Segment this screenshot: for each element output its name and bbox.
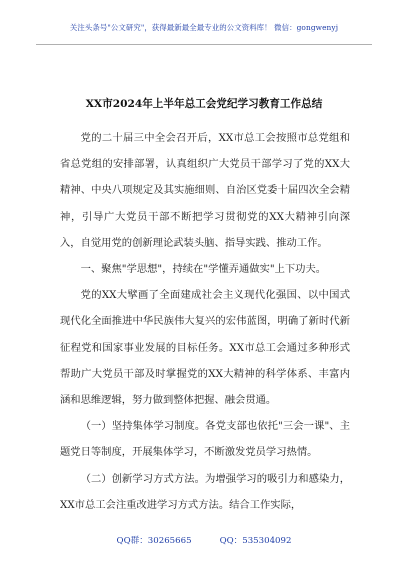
subsection-2: （二）创新学习方式方法。为增强学习的吸引力和感染力，XX市总工会注重改进学习方式方法。结合工作实际，	[60, 472, 350, 511]
qq-group-number: QQ群：30265665	[116, 536, 192, 546]
document-title: XX市2024年上半年总工会党纪学习教育工作总结	[85, 98, 323, 110]
header-divider	[36, 44, 372, 45]
paragraph-intro: 党的二十届三中全会召开后，XX市总工会按照市总党组和省总党组的安排部署，认真组织广大党员干部学习了党的XX大精神、中央八项规定及其实施细则、自治区党委十届四次全会精神，引导广大党员干部不断把学习贯彻党的XX大精神引向深入，自觉用党的创新理论武装头脑、指导实践、推动工作。	[60, 132, 350, 249]
section-heading-1: 一、聚焦"学思想"，持续在"学懂弄通做实"上下功夫。	[80, 263, 327, 276]
subsection-1: （一）坚持集体学习制度。各党支部也依托"三会一课"、主题党日等制度，开展集体学习，不断激发党员学习热情。	[60, 420, 350, 459]
qq-number: QQ：535304092	[219, 536, 292, 546]
header-banner: 关注头条号"公文研究"，获得最新最全最专业的公文资料库！ 微信：gongwenyj	[69, 23, 339, 32]
footer-contact	[0, 534, 408, 546]
document-body	[60, 125, 350, 518]
paragraph-section-1: 党的XX大擘画了全面建成社会主义现代化强国、以中国式现代化全面推进中华民族伟大复兴的宏伟蓝图，明确了新时代新征程党和国家事业发展的目标任务。XX市总工会通过多种形式帮助广大党员干部及时掌握党的XX大精神的科学体系、丰富内涵和思维逻辑，努力做到整体把握、融会贯通。	[60, 289, 350, 407]
